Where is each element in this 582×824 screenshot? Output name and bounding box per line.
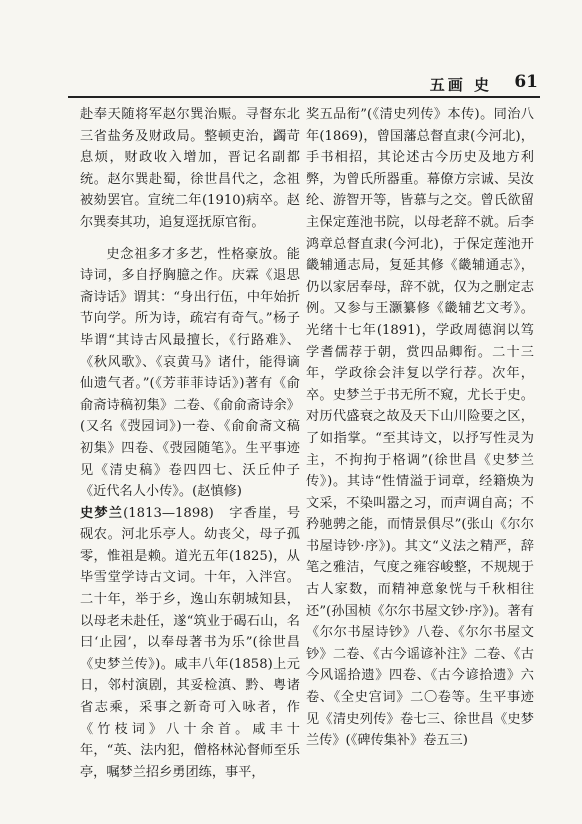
paragraph-literary-assessment: 史念祖多才多艺，性格豪放。能诗词，多自抒胸臆之作。庆霖《退思斋诗话》谓其：“身出行伍，中年始折节向学。所为诗，疏宕有奇气。”杨子毕谓“其诗古风最擅长，《行路难》、《秋风歌》、《哀黄马》诸什，能得谪仙遗气者。”(《芳菲菲诗话》)著有《俞俞斋诗稿初集》二卷、《俞俞斋诗余》(又名《弢园词》)一卷、《俞俞斋文稿初集》四卷、《弢园随笔》。生平事迹见《清史稿》卷四四七、沃丘仲子《近代名人小传》。(赵慎修) [80, 246, 300, 500]
paragraph-continuation: 赴奉天随将军赵尔巽治赈。寻督东北三省盐务及财政局。整顿吏治，蠲苛息烦，财政收入增加，晋记名副都统。赵尔巽赴蜀，徐世昌代之，念祖被劾罢官。宣统二年(1910)病卒。赵尔巽奏其功，追复逕抚原官衔。 [80, 107, 300, 230]
right-column [306, 104, 534, 752]
page-number: 61 [514, 72, 538, 92]
entry-body: (1813—1898) 字香崖，号砚农。河北乐亭人。幼丧父，母子孤零，惟祖是赖。道光五年(1825)，从毕雪堂学诗古文词。十年，入泮宫。二十年，举于乡，逸山东朝城知县，以母老未赴任，遂“筑业于碣石山，名曰‘止园’，以奉母著书为乐”(徐世昌《史梦兰传》)。咸丰八年(1858)上元日，邻村演剧，其妥检滇、黔、粤诸省志乘，采事之新奇可入咏者，作《竹枝词》八十余首。咸丰十年，“英、法内犯，僧格林沁督师至乐亭，嘱梦兰招乡勇团练，事平， [80, 505, 301, 780]
entry-heading: 史梦兰 [80, 505, 124, 521]
entry-shi-menglan [80, 503, 300, 784]
page-header [68, 72, 538, 94]
header-rule [68, 96, 540, 98]
left-column [80, 104, 300, 783]
paragraph-right-text: 奖五品衔”(《清史列传》本传)。同治八年(1869)，曾国藩总督直隶(今河北)，手书相招，其论述古今历史及地方利弊，为曾氏所器重。幕僚方宗诚、吴汝纶、游智开等，皆慕与之交。曾氏欲留主保定莲池书院，以母老辞不就。后李鸿章总督直隶(今河北)，于保定莲池开畿辅通志局，复延其修《畿辅通志》，仍以家居奉母，辞不就，仅为之删定志例。又参与王灏纂修《畿辅艺文考》。光绪十七年(1891)，学政周德润以笃学耆儒荐于朝，赏四品卿衔。二十三年，学政徐会沣复以学行荐。次年，卒。史梦兰于书无所不窥，尤长于史。对历代盛衰之故及天下山川险要之区，了如指掌。“至其诗文，以抒写性灵为主，不拘拘于格调”(徐世昌《史梦兰传》)。其诗“性情溢于词章，经籍焕为文采，不染叫嚣之习，而声调自高；不矜驰骋之能，而情景俱尽”(张山《尔尔书屋诗钞·序》)。其文“义法之精严，辞笔之雅洁，气度之雍容峻整，不规规于古人家数，而精神意象恍与千秋相往还”(孙国桢《尔尔书屋文钞·序》)。著有《尔尔书屋诗钞》八卷、《尔尔书屋文钞》二卷、《古今谣谚补注》二卷、《古今风谣拾遗》四卷、《古今谚拾遗》六卷、《全史宫词》二〇卷等。生平事迹见《清史列传》卷七三、徐世昌《史梦兰传》(《碑传集补》卷五三) [306, 107, 534, 749]
section-title: 五画 史 [429, 76, 492, 94]
